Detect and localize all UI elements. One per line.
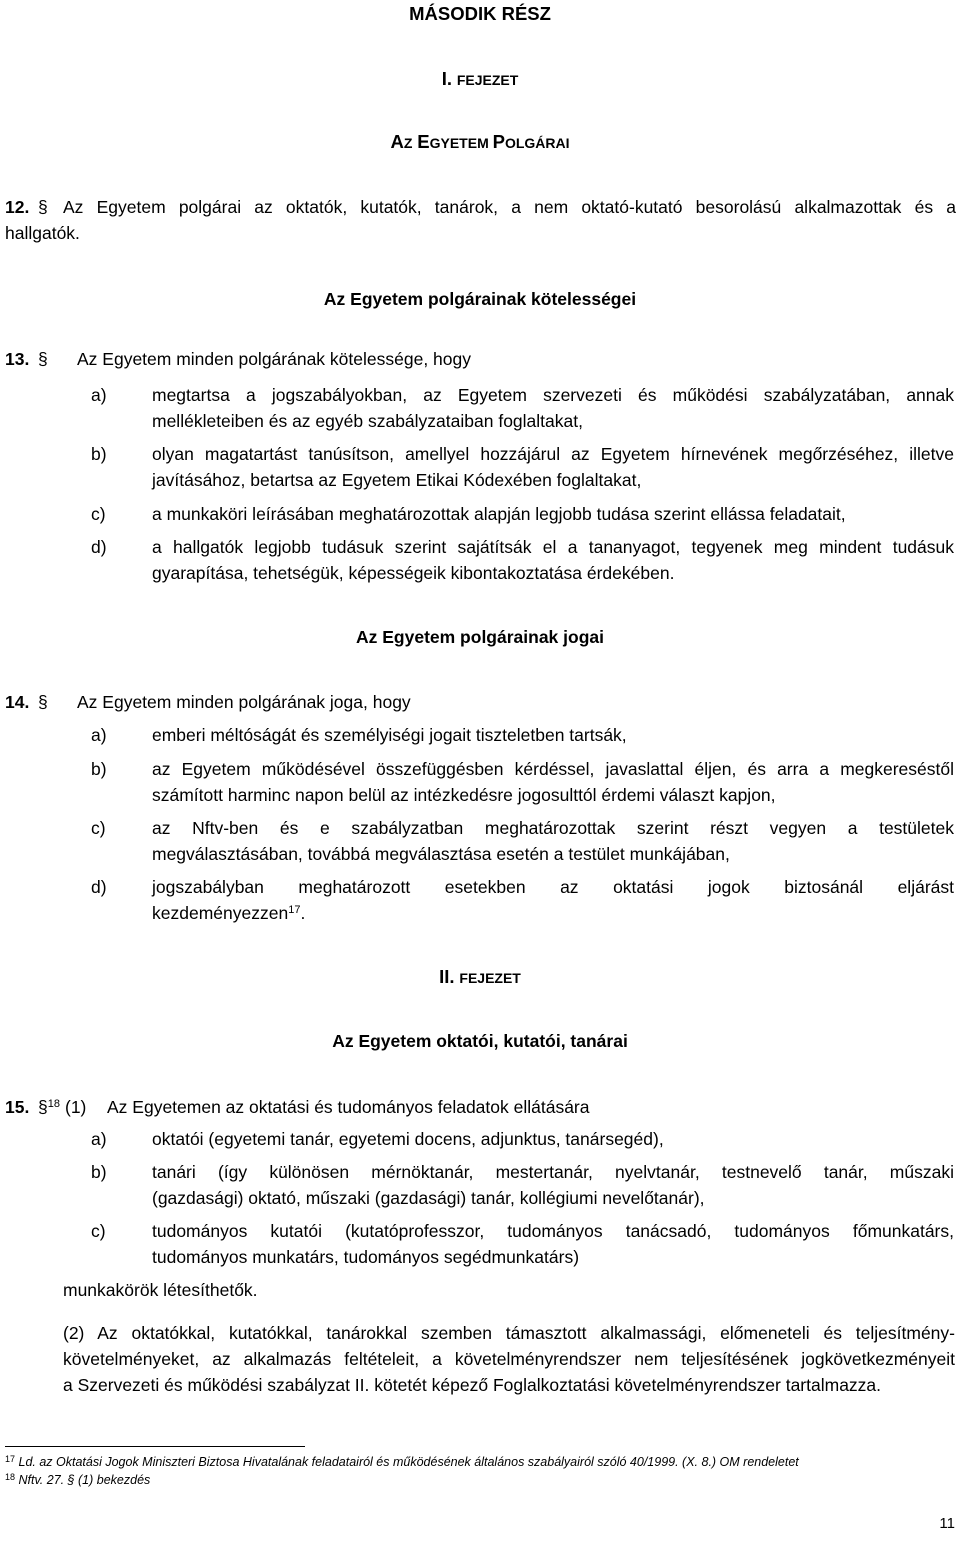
paragraph-mark: (1) bbox=[65, 1097, 87, 1117]
section-13-intro: Az Egyetem minden polgárának kötelessége, hogy bbox=[77, 349, 471, 369]
list-item-text: oktatói (egyetemi tanár, egyetemi docens, adjunktus, tanársegéd), bbox=[152, 1129, 664, 1149]
heading-duties: Az Egyetem polgárainak kötelességei bbox=[323, 289, 637, 309]
list-item-letter: b) bbox=[91, 759, 107, 779]
page-number: 11 bbox=[939, 1515, 955, 1532]
footnote-18: $^{18}$ Nftv. 27. § (1) bekezdés bbox=[5, 1472, 151, 1487]
list-item-text: a munkaköri leírásában meghatározottak alapján legjobb tudása szerint ellássa feladatait, bbox=[152, 504, 846, 524]
section-symbol: § bbox=[38, 692, 48, 712]
list-item-text: emberi méltóságát és személyiségi jogait tiszteletben tartsák, bbox=[152, 725, 627, 745]
list-item-text: a hallgatók legjobb tudásuk szerint sajátítsák el a tananyagot, tegyenek meg mindent tudásuk bbox=[152, 537, 954, 557]
section-number-14: 14. bbox=[5, 692, 30, 712]
list-item-letter: c) bbox=[91, 818, 106, 838]
footnote-reference-17[interactable]: 17 bbox=[288, 904, 301, 916]
section-14-intro: Az Egyetem minden polgárának joga, hogy bbox=[77, 692, 411, 712]
list-item-text: tudományos munkatárs, tudományos segédmunkatárs) bbox=[152, 1247, 580, 1267]
list-item-letter: d) bbox=[91, 537, 107, 557]
section-12-text-line2: hallgatók. bbox=[5, 223, 80, 243]
section-symbol: § bbox=[38, 349, 48, 369]
list-item-text: az Egyetem működésével összefüggésben kérdéssel, javaslattal éljen, és arra a megkereséstől bbox=[152, 759, 954, 779]
section-symbol: § bbox=[38, 197, 48, 217]
section-number-13: 13. bbox=[5, 349, 30, 369]
list-item-text: tanári (így különösen mérnöktanár, mestertanár, nyelvtanár, testnevelő tanár, műszaki bbox=[152, 1162, 954, 1182]
list-item-letter: a) bbox=[91, 385, 107, 405]
section-15-intro: Az Egyetemen az oktatási és tudományos feladatok ellátására bbox=[107, 1097, 590, 1117]
list-item-letter: b) bbox=[91, 1162, 107, 1182]
list-item-letter: c) bbox=[91, 1221, 106, 1241]
list-item-text: gyarapítása, tehetségük, képességeik kibontakoztatása érdekében. bbox=[152, 563, 675, 583]
list-item-letter: a) bbox=[91, 1129, 107, 1149]
list-item-text: az Nftv-ben és e szabályzatban meghatározottak szerint részt vegyen a testületek bbox=[152, 818, 954, 838]
chapter-title-1: AZ EGYETEM POLGÁRAI bbox=[390, 131, 570, 152]
paragraph-2-line3: a Szervezeti és működési szabályzat II. kötetét képező Foglalkoztatási követelményrendszer tartalmazza. bbox=[63, 1375, 882, 1395]
chapter-heading-2: II. FEJEZET bbox=[439, 966, 521, 987]
heading-rights: Az Egyetem polgárainak jogai bbox=[356, 627, 604, 647]
list-item-text: olyan magatartást tanúsítson, amellyel hozzájárul az Egyetem hírnevének megőrzéséhez, illetve bbox=[152, 444, 954, 464]
list-item-text: számított harminc napon belül az intézkedésre jogosulttól érdemi választ kapjon, bbox=[152, 785, 776, 805]
list-item-letter: c) bbox=[91, 504, 106, 524]
list-item-text: javításához, betartsa az Egyetem Etikai Kódexében foglaltakat, bbox=[152, 470, 642, 490]
list-item-text: jogszabályban meghatározott esetekben az oktatási jogok biztosánál eljárást bbox=[152, 877, 954, 897]
section-number-12: 12. bbox=[5, 197, 30, 217]
section-symbol: §$^{18}$ bbox=[38, 1097, 60, 1117]
footnote-separator bbox=[5, 1446, 305, 1447]
chapter-heading-1: I. FEJEZET bbox=[441, 68, 519, 89]
list-item-text: (gazdasági) oktató, műszaki (gazdasági) tanár, kollégiumi nevelőtanár), bbox=[152, 1188, 705, 1208]
footnote-17: $^{17}$ Ld. az Oktatási Jogok Miniszteri Biztosa Hivatalának feladatairól és működésének általános szabályairól szóló 40/1999. (X. 8.) OM rendeletet bbox=[5, 1454, 799, 1469]
footnote-reference-18[interactable]: 18 bbox=[47, 1098, 60, 1110]
section-12-text-line1: Az Egyetem polgárai az oktatók, kutatók, tanárok, a nem oktató-kutató besorolású alkalmazottak és a bbox=[63, 197, 956, 217]
list-item-text: kezdeményezzen$^{17}$. bbox=[152, 903, 306, 923]
list-item-letter: d) bbox=[91, 877, 107, 897]
list-item-letter: a) bbox=[91, 725, 107, 745]
list-item-letter: b) bbox=[91, 444, 107, 464]
paragraph-2-line2: követelményeket, az alkalmazás feltételeit, a követelményrendszer nem teljesítésének jogkövetkezményeit bbox=[63, 1349, 955, 1369]
list-item-text: megválasztásában, továbbá megválasztása esetén a testület munkájában, bbox=[152, 844, 730, 864]
list-item-text: tudományos kutatói (kutatóprofesszor, tudományos tanácsadó, tudományos főmunkatárs, bbox=[152, 1221, 954, 1241]
section-number-15: 15. bbox=[5, 1097, 30, 1117]
paragraph-closing: munkakörök létesíthetők. bbox=[63, 1280, 258, 1300]
list-item-text: mellékleteiben és az egyéb szabályzataiban foglaltakat, bbox=[152, 411, 583, 431]
paragraph-2-line1: (2) Az oktatókkal, kutatókkal, tanárokkal szemben támasztott alkalmassági, előmeneteli és teljesítmény- bbox=[63, 1323, 955, 1343]
list-item-text: megtartsa a jogszabályokban, az Egyetem szervezeti és működési szabályzatában, annak bbox=[152, 385, 954, 405]
part-title: MÁSODIK RÉSZ bbox=[409, 3, 551, 24]
chapter-title-2: Az Egyetem oktatói, kutatói, tanárai bbox=[332, 1031, 628, 1051]
